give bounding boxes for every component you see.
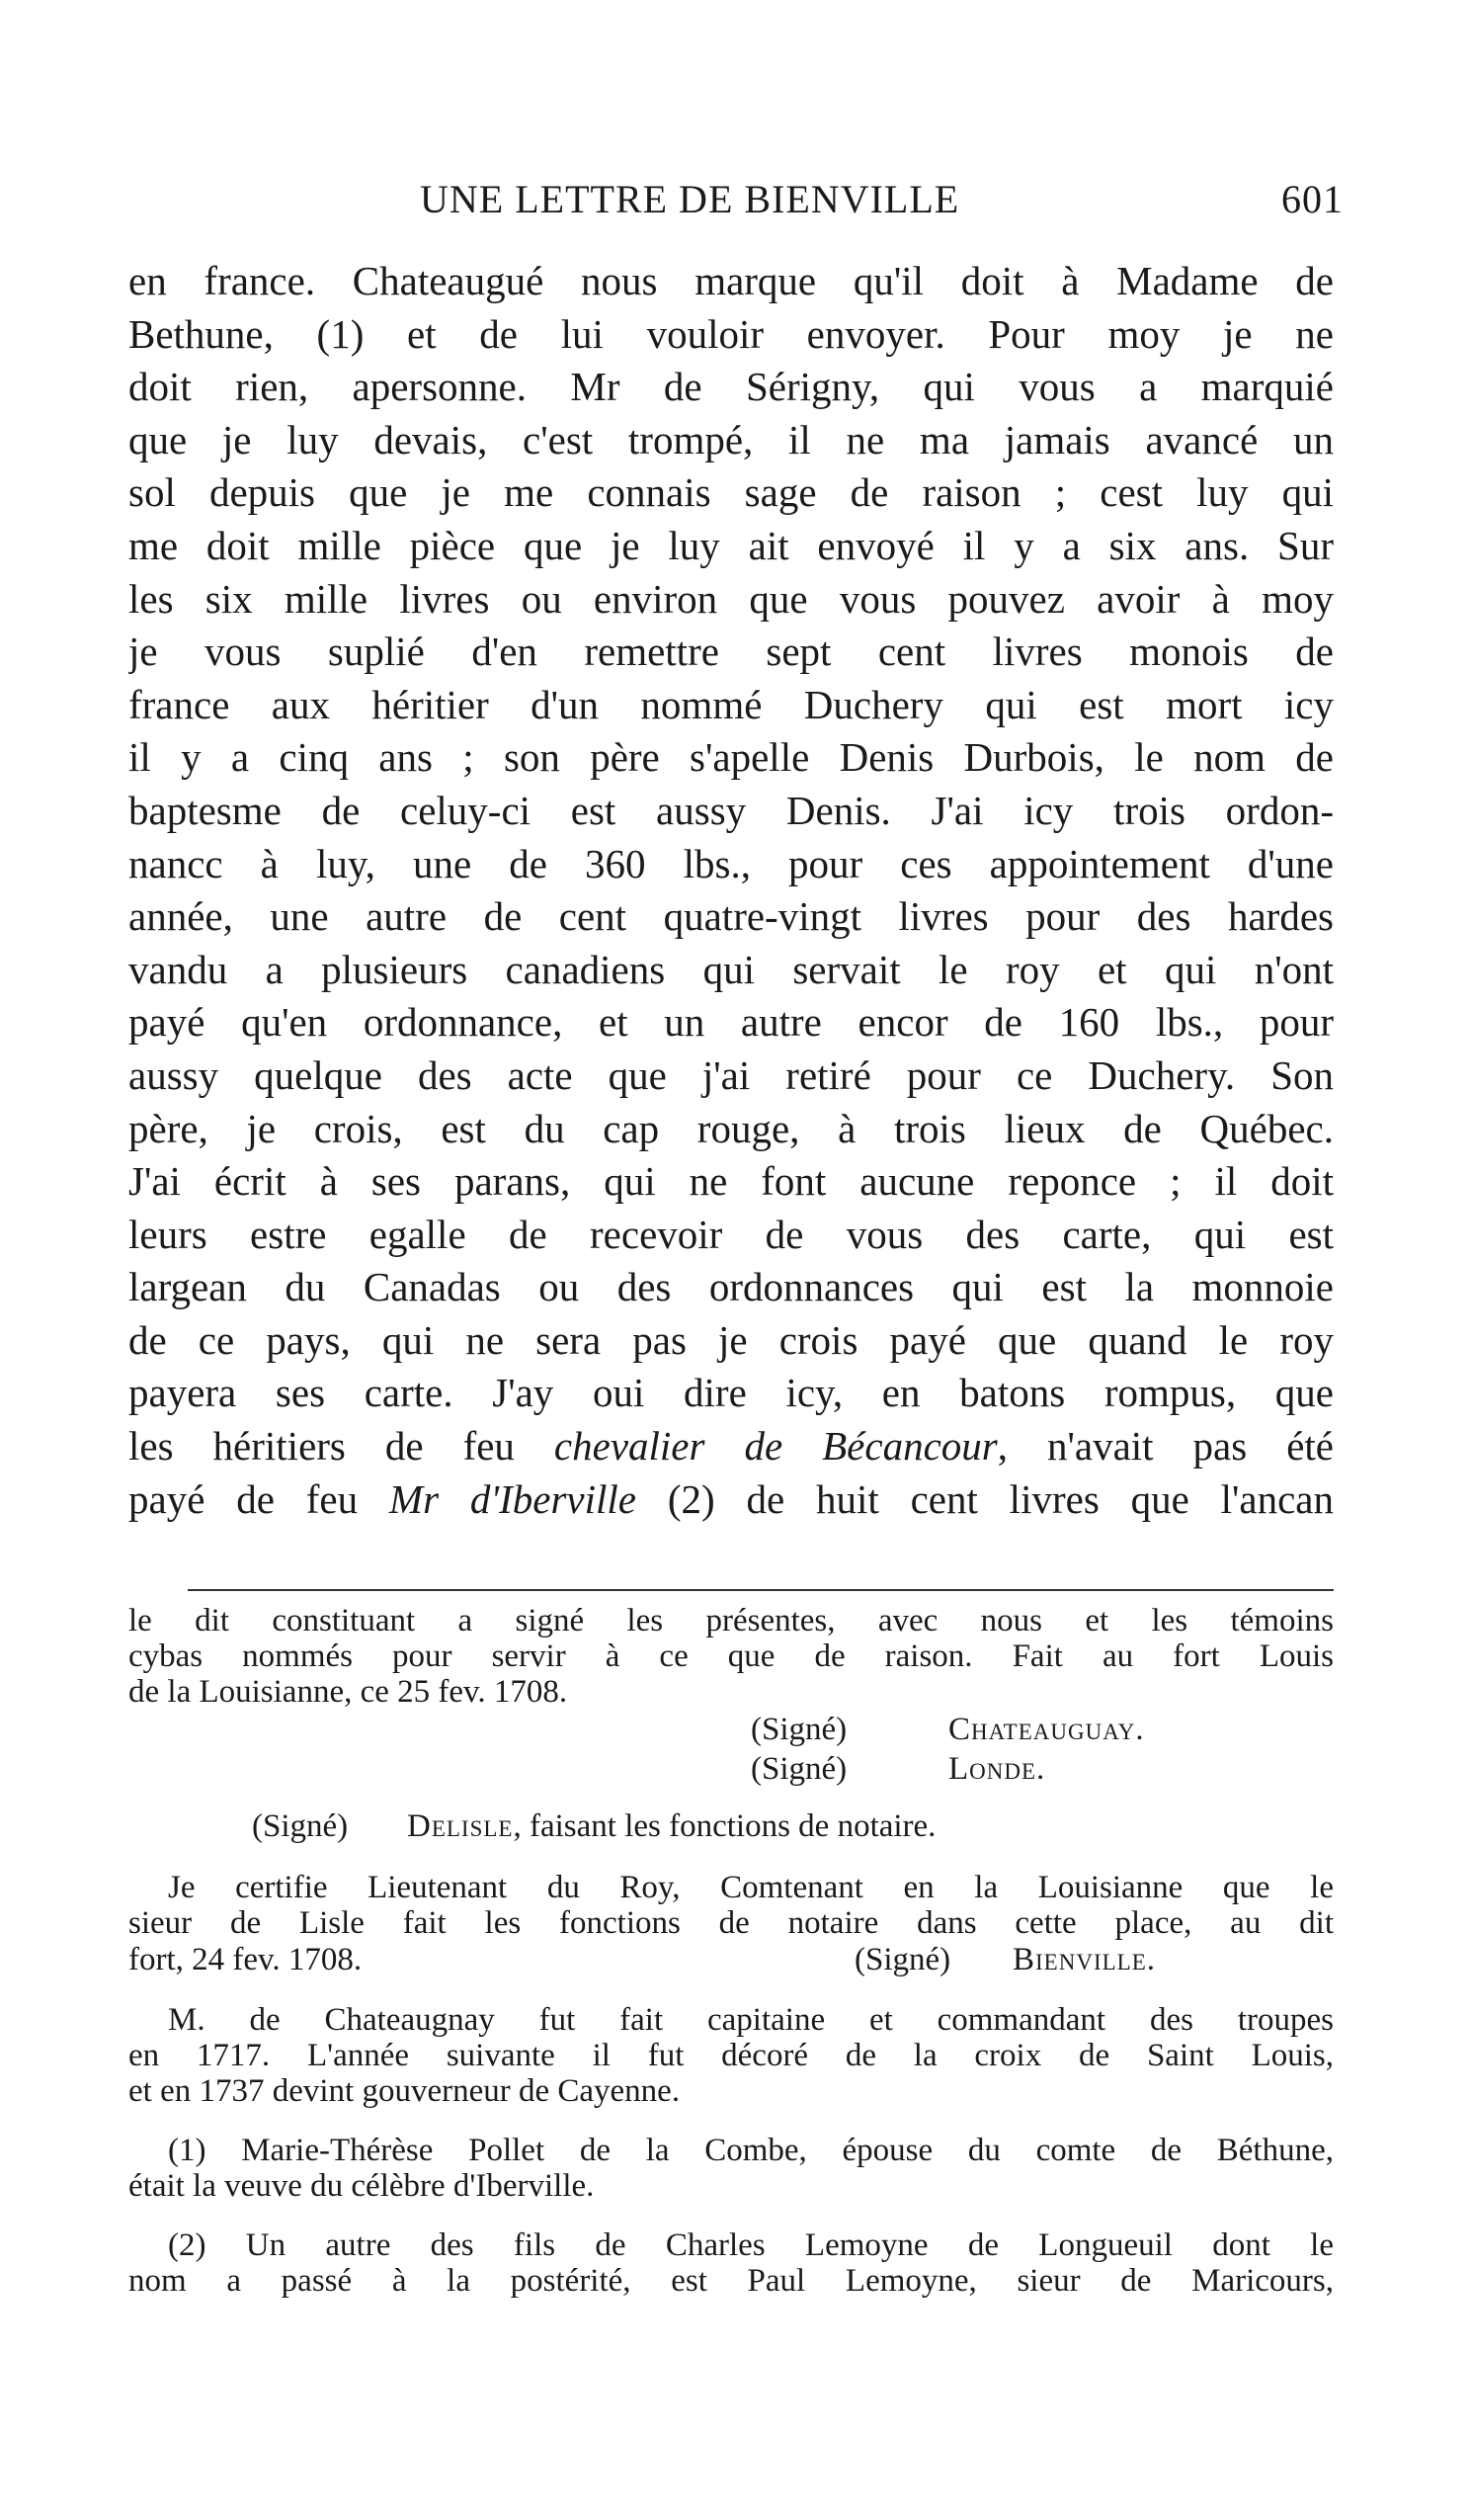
certificate-line: sieur de Lisle fait les fonctions de notaire dans cette place, au dit bbox=[128, 1905, 1334, 1941]
signature-name: Londe. bbox=[948, 1751, 1046, 1787]
body-line: en france. Chateaugué nous marque qu'il doit à Madame de bbox=[128, 258, 1334, 303]
acte-line: le dit constituant a signé les présentes, avec nous et les témoins bbox=[128, 1603, 1334, 1638]
body-line: aussy quelque des acte que j'ai retiré pour ce Duchery. Son bbox=[128, 1051, 1334, 1098]
body-line: que je luy devais, c'est trompé, il ne ma jamais avancé un bbox=[128, 416, 1334, 462]
page-number: 601 bbox=[1281, 177, 1344, 221]
line-text: , n'avait pas été bbox=[997, 1423, 1334, 1470]
line-text: (2) de huit cent livres que l'ancan bbox=[636, 1475, 1334, 1522]
body-line: père, je crois, est du cap rouge, à trois lieux de Québec. bbox=[128, 1105, 1334, 1151]
signature-chateauguay bbox=[128, 1710, 1334, 1749]
body-line: payera ses carte. J'ay oui dire icy, en batons rompus, que bbox=[128, 1370, 1334, 1416]
body-line bbox=[128, 1473, 1334, 1527]
body-line: J'ai écrit à ses parans, qui ne font aucune reponce ; il doit bbox=[128, 1158, 1334, 1205]
body-line: de ce pays, qui ne sera pas je crois payé que quand le roy bbox=[128, 1316, 1334, 1363]
body-line: payé qu'en ordonnance, et un autre encor de 160 lbs., pour bbox=[128, 999, 1334, 1046]
acte-line: de la Louisianne, ce 25 fev. 1708. bbox=[128, 1674, 568, 1710]
body-line: vandu a plusieurs canadiens qui servait le roy et qui n'ont bbox=[128, 946, 1334, 992]
running-head bbox=[128, 176, 1344, 225]
signature-label: (Signé) bbox=[751, 1712, 848, 1747]
signature-label: (Signé) bbox=[751, 1751, 848, 1787]
body-line bbox=[128, 1420, 1334, 1473]
body-line: sol depuis que je me connais sage de raison ; cest luy qui bbox=[128, 469, 1334, 516]
line-text: payé de feu bbox=[128, 1475, 389, 1522]
certificate-signature bbox=[128, 1941, 1334, 1978]
body-line: me doit mille pièce que je luy ait envoyé il y a six ans. Sur bbox=[128, 522, 1334, 568]
body-line: leurs estre egalle de recevoir de vous des carte, qui est bbox=[128, 1211, 1334, 1257]
signature-name: Chateauguay. bbox=[948, 1712, 1145, 1747]
signature-suffix: , faisant les fonctions de notaire. bbox=[513, 1808, 937, 1844]
body-text bbox=[128, 255, 1334, 1526]
biography-line: M. de Chateaugnay fut fait capitaine et commandant des troupes bbox=[168, 2002, 1334, 2038]
body-line: il y a cinq ans ; son père s'apelle Denis Durbois, le nom de bbox=[128, 734, 1334, 781]
body-line: Bethune, (1) et de lui vouloir envoyer. Pour moy je ne bbox=[128, 310, 1334, 357]
acte-line: cybas nommés pour servir à ce que de raison. Fait au fort Louis bbox=[128, 1638, 1334, 1674]
signature-label: (Signé) bbox=[855, 1942, 951, 1977]
italic-name-iberville: Mr d'Iberville bbox=[388, 1475, 636, 1522]
signature-name: Bienville. bbox=[1013, 1942, 1156, 1977]
body-line: les six mille livres ou environ que vous pouvez avoir à moy bbox=[128, 575, 1334, 622]
signature-delisle bbox=[128, 1806, 1334, 1846]
footnotes bbox=[128, 1603, 1334, 2299]
italic-name-becancour: chevalier de Bécancour bbox=[553, 1423, 998, 1470]
biography-line: en 1717. L'année suivante il fut décoré de la croix de Saint Louis, bbox=[128, 2038, 1334, 2073]
body-line: nancc à luy, une de 360 lbs., pour ces appointement d'une bbox=[128, 840, 1334, 886]
body-line: largean du Canadas ou des ordonnances qui est la monnoie bbox=[128, 1264, 1334, 1310]
body-line: je vous suplié d'en remettre sept cent livres monois de bbox=[128, 629, 1334, 675]
certificate-date: fort, 24 fev. 1708. bbox=[128, 1942, 363, 1977]
body-line: baptesme de celuy-ci est aussy Denis. J'ai icy trois ordon- bbox=[128, 787, 1334, 833]
footnote-1-line: était la veuve du célèbre d'Iberville. bbox=[128, 2168, 595, 2204]
footnote-2-line: nom a passé à la postérité, est Paul Lemoyne, sieur de Maricours, bbox=[128, 2263, 1334, 2299]
body-line: année, une autre de cent quatre-vingt livres pour des hardes bbox=[128, 893, 1334, 940]
running-title: UNE LETTRE DE BIENVILLE bbox=[420, 177, 960, 221]
footnote-2-line: (2) Un autre des fils de Charles Lemoyne de Longueuil dont le bbox=[168, 2227, 1334, 2263]
certificate-line: Je certifie Lieutenant du Roy, Comtenant en la Louisianne que le bbox=[168, 1870, 1334, 1905]
body-line: france aux héritier d'un nommé Duchery qui est mort icy bbox=[128, 681, 1334, 727]
signature-text bbox=[407, 1806, 936, 1846]
body-line: doit rien, apersonne. Mr de Sérigny, qui vous a marquié bbox=[128, 364, 1334, 410]
biography-line: et en 1737 devint gouverneur de Cayenne. bbox=[128, 2073, 681, 2109]
line-text: les héritiers de feu bbox=[128, 1423, 554, 1470]
footnote-1-line: (1) Marie-Thérèse Pollet de la Combe, épouse du comte de Béthune, bbox=[168, 2133, 1334, 2168]
signature-name: Delisle bbox=[407, 1808, 514, 1844]
signature-label: (Signé) bbox=[252, 1808, 349, 1844]
signature-londe bbox=[128, 1749, 1334, 1789]
footnote-rule bbox=[188, 1589, 1334, 1591]
